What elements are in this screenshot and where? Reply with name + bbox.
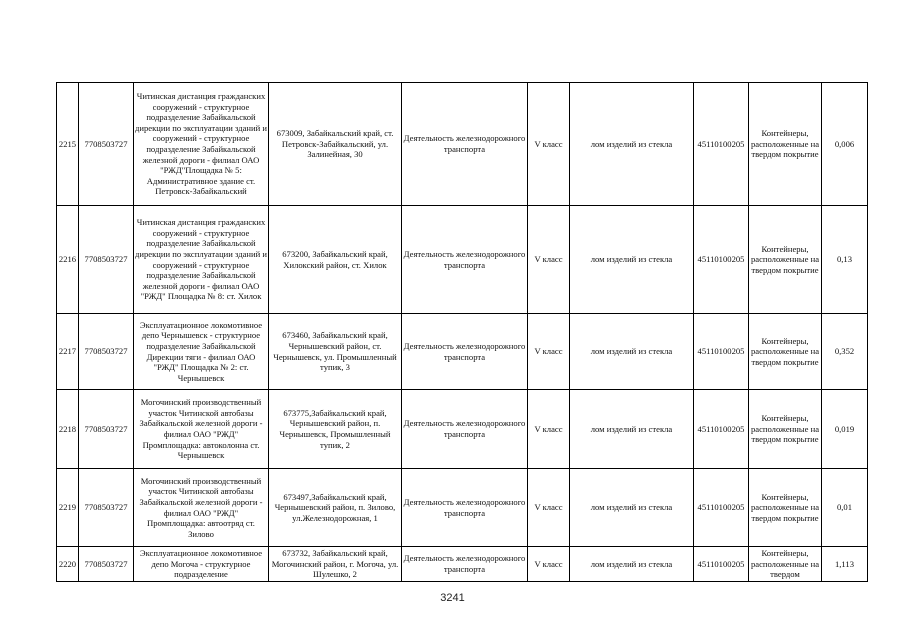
facility-name-cell: Читинская дистанция гражданских сооружений - структурное подразделение Забайкальской дирекции по эксплуатации зданий и сооружений - структурное подразделение Забайкальской железной дороги - филиал ОАО "РЖД"Площадка № 5: Административное здание ст. Петровск-Забайкальский (134, 83, 269, 206)
facility-name-cell: Могочинский производственный участок Читинской автобазы Забайкальской железной дороги - филиал ОАО "РЖД" Промплощадка: автоколонна ст. Чернышевск (134, 390, 269, 469)
activity-cell: Деятельность железнодорожного транспорта (402, 390, 528, 469)
waste-registry-table (56, 82, 868, 582)
storage-cell: Контейнеры, расположенные на твердом покрытие (749, 83, 822, 206)
activity-cell: Деятельность железнодорожного транспорта (402, 314, 528, 390)
quantity-cell: 0,006 (822, 83, 868, 206)
inn-cell: 7708503727 (79, 83, 134, 206)
table-row (57, 83, 868, 206)
facility-name-cell: Могочинский производственный участок Читинской автобазы Забайкальской железной дороги - филиал ОАО "РЖД" Промплощадка: автоотряд ст. Зилово (134, 469, 269, 547)
fkko-code-cell: 45110100205 (694, 206, 749, 314)
hazard-class-cell: V класс (528, 314, 570, 390)
waste-type-cell: лом изделий из стекла (570, 547, 694, 582)
inn-cell: 7708503727 (79, 469, 134, 547)
storage-cell: Контейнеры, расположенные на твердом покрытие (749, 206, 822, 314)
address-cell: 673775,Забайкальский край, Чернышевский район, п. Чернышевск, Промышленный тупик, 2 (269, 390, 402, 469)
fkko-code-cell: 45110100205 (694, 83, 749, 206)
hazard-class-cell: V класс (528, 390, 570, 469)
table-row (57, 314, 868, 390)
waste-type-cell: лом изделий из стекла (570, 469, 694, 547)
address-cell: 673732, Забайкальский край, Могочинский район, г. Могоча, ул. Шулешко, 2 (269, 547, 402, 582)
hazard-class-cell: V класс (528, 83, 570, 206)
row-number-cell: 2216 (57, 206, 79, 314)
hazard-class-cell: V класс (528, 547, 570, 582)
fkko-code-cell: 45110100205 (694, 390, 749, 469)
row-number-cell: 2215 (57, 83, 79, 206)
table-row (57, 469, 868, 547)
storage-cell: Контейнеры, расположенные на твердом покрытие (749, 390, 822, 469)
row-number-cell: 2218 (57, 390, 79, 469)
waste-type-cell: лом изделий из стекла (570, 206, 694, 314)
row-number-cell: 2217 (57, 314, 79, 390)
quantity-cell: 0,01 (822, 469, 868, 547)
row-number-cell: 2220 (57, 547, 79, 582)
waste-type-cell: лом изделий из стекла (570, 390, 694, 469)
waste-type-cell: лом изделий из стекла (570, 83, 694, 206)
inn-cell: 7708503727 (79, 314, 134, 390)
address-cell: 673460, Забайкальский край, Чернышевский район, ст. Чернышевск, ул. Промышленный тупик, 3 (269, 314, 402, 390)
fkko-code-cell: 45110100205 (694, 314, 749, 390)
table-row (57, 206, 868, 314)
storage-cell: Контейнеры, расположенные на твердом покрытие (749, 314, 822, 390)
storage-cell: Контейнеры, расположенные на твердом (749, 547, 822, 582)
row-number-cell: 2219 (57, 469, 79, 547)
activity-cell: Деятельность железнодорожного транспорта (402, 83, 528, 206)
page-number: 3241 (440, 592, 465, 604)
address-cell: 673200, Забайкальский край, Хилокский район, ст. Хилок (269, 206, 402, 314)
address-cell: 673009, Забайкальский край, ст. Петровск-Забайкальский, ул. Залинейная, 30 (269, 83, 402, 206)
storage-cell: Контейнеры, расположенные на твердом покрытие (749, 469, 822, 547)
table-row (57, 547, 868, 582)
activity-cell: Деятельность железнодорожного транспорта (402, 469, 528, 547)
table-row (57, 390, 868, 469)
quantity-cell: 1,113 (822, 547, 868, 582)
quantity-cell: 0,019 (822, 390, 868, 469)
address-cell: 673497,Забайкальский край, Чернышевский район, п. Зилово, ул.Железнодорожная, 1 (269, 469, 402, 547)
quantity-cell: 0,352 (822, 314, 868, 390)
quantity-cell: 0,13 (822, 206, 868, 314)
hazard-class-cell: V класс (528, 206, 570, 314)
inn-cell: 7708503727 (79, 547, 134, 582)
activity-cell: Деятельность железнодорожного транспорта (402, 547, 528, 582)
waste-type-cell: лом изделий из стекла (570, 314, 694, 390)
facility-name-cell: Эксплуатационное локомотивное депо Могоча - структурное подразделение (134, 547, 269, 582)
hazard-class-cell: V класс (528, 469, 570, 547)
facility-name-cell: Эксплуатационное локомотивное депо Чернышевск - структурное подразделение Забайкальской Дирекции тяги - филиал ОАО "РЖД" Площадка № 2: ст. Чернышевск (134, 314, 269, 390)
activity-cell: Деятельность железнодорожного транспорта (402, 206, 528, 314)
facility-name-cell: Читинская дистанция гражданских сооружений - структурное подразделение Забайкальской дирекции по эксплуатации зданий и сооружений - структурное подразделение Забайкальской железной дороги - филиал ОАО "РЖД" Площадка № 8: ст. Хилок (134, 206, 269, 314)
fkko-code-cell: 45110100205 (694, 547, 749, 582)
inn-cell: 7708503727 (79, 206, 134, 314)
fkko-code-cell: 45110100205 (694, 469, 749, 547)
inn-cell: 7708503727 (79, 390, 134, 469)
